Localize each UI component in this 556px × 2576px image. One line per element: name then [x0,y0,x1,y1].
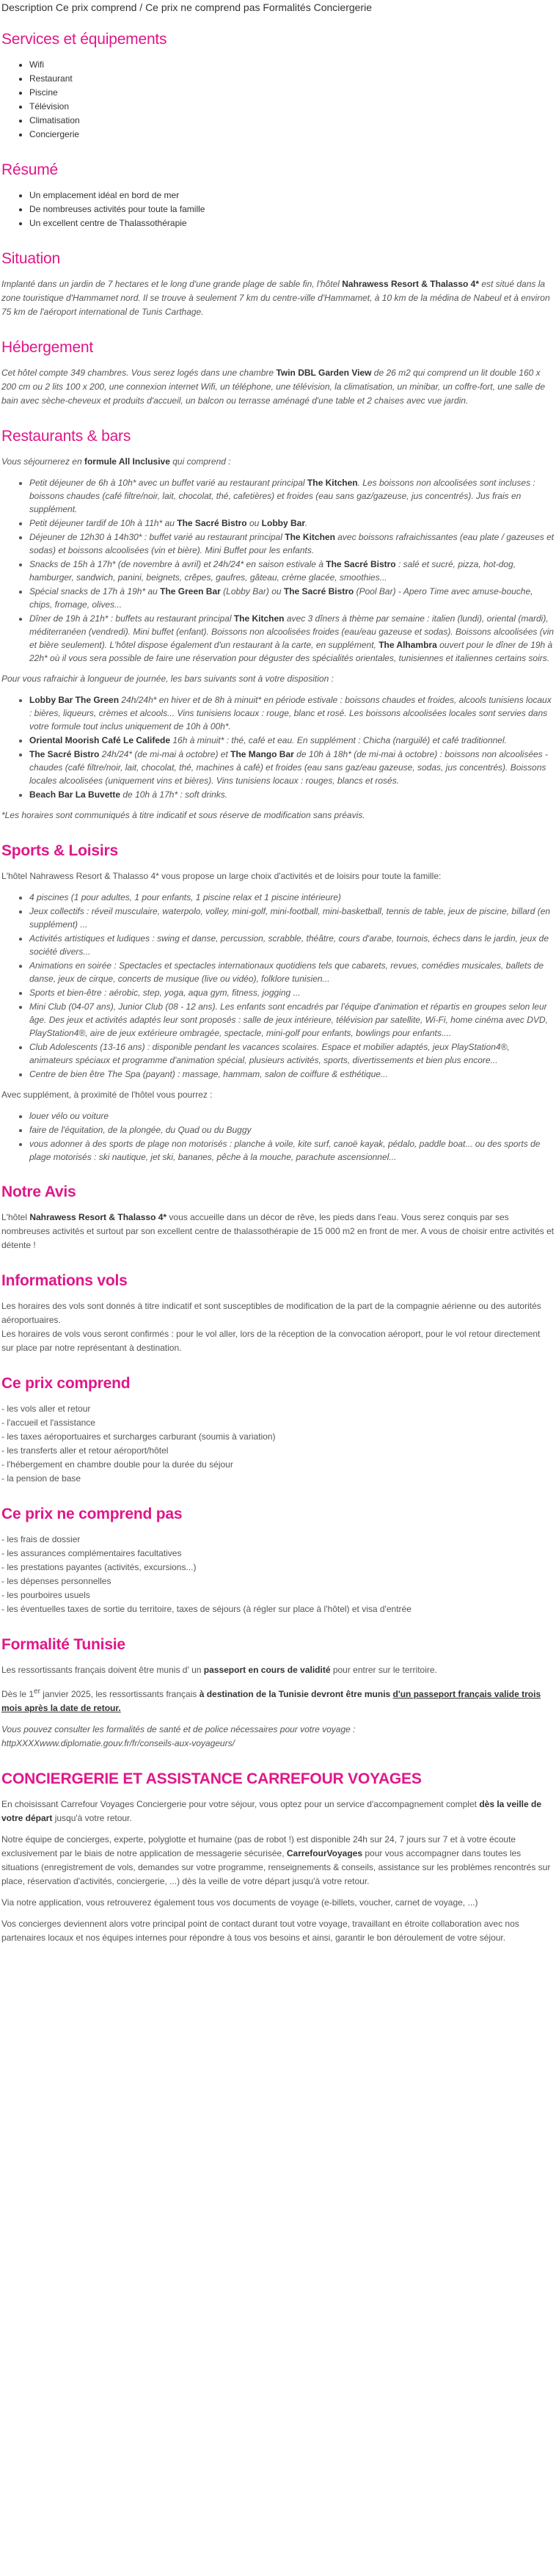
prix-ne-comprend-list [1,1533,555,1616]
conciergerie-text-1: En choisissant Carrefour Voyages Conciergerie pour votre séjour, vous optez pour un service d'accompagnement complet dès la veille de votre départ jusqu'à votre retour. [1,1799,542,1823]
sports-supplement-intro: Avec supplément, à proximité de l'hôtel vous pourrez : [1,1090,213,1100]
list-item: • De nombreuses activités pour toute la famille [29,202,555,216]
schedule-note: *Les horaires sont communiqués à titre indicatif et sous réserve de modification sans préavis. [1,810,365,820]
list-item: • Déjeuner de 12h30 à 14h30* : buffet varié au restaurant principal The Kitchen avec boissons rafraichissantes (eau plate / gazeuses et sodas) et boissons alcoolisées (vin et bière). Mini Buffet pour les enfants. [29,530,555,557]
bars-intro: Pour vous rafraichir à longueur de journée, les bars suivants sont à votre disposition : [1,674,334,684]
prix-comprend-list [1,1402,555,1486]
situation-text: Implanté dans un jardin de 7 hectares et le long d'une grande plage de sable fin, l'hôtel Nahrawess Resort & Thalasso 4* est situé dans la zone touristique d'Hammamet nord. Il se trouve à seulement 7 km du centre-ville d'Hammamet, à 10 km de la médina de Nabeul et à environ 75 km de l'aéroport international de Tunis Carthage. [1,279,550,317]
diplomatie-link[interactable]: httpXXXXwww.diplomatie.gouv.fr/fr/conseils-aux-voyageurs/ [1,1738,235,1748]
list-item: - les transferts aller et retour aéroport/hôtel [1,1444,555,1458]
list-item: • 4 piscines (1 pour adultes, 1 pour enfants, 1 piscine relax et 1 piscine intérieure) [29,891,555,904]
list-item: - l'accueil et l'assistance [1,1416,555,1430]
list-item: • Un emplacement idéal en bord de mer [29,189,555,202]
list-item: • Oriental Moorish Café Le Califede 16h à minuit* : thé, café et eau. En supplément : Chicha (narguilé) et café traditionnel. [29,734,555,747]
vols-title: Informations vols [1,1272,128,1289]
list-item: • louer vélo ou voiture [29,1109,555,1123]
hebergement-text: Cet hôtel compte 349 chambres. Vous serez logés dans une chambre Twin DBL Garden View de 26 m2 qui comprend un lit double 160 x 200 cm ou 2 lits 100 x 200, une connexion internet Wifi, un téléphone, une télévision, la climatisation, un minibar, un coffre-fort, une salle de bain avec sèche-cheveux et produits d'accueil, un balcon ou terrasse aménagé d'une table et 2 chaises avec vue jardin. [1,368,545,406]
list-item: - la pension de base [1,1472,555,1486]
list-item: • The Sacré Bistro 24h/24* (de mi-mai à octobre) et The Mango Bar de 10h à 18h* (de mi-mai à octobre) : boissons non alcoolisées - chaudes (café filtre/noir, lait, chocolat, thé, machines à café) et froides (eau sans gaz/eau gazeuse, sodas, jus concentrés). Boissons locales alcoolisées (uniquement vins et bières). Vins tunisiens locaux : rouges, blancs et rosés. [29,748,555,787]
list-item: - les prestations payantes (activités, excursions...) [1,1561,555,1575]
list-item: - les éventuelles taxes de sortie du territoire, taxes de séjours (à régler sur place à l'hôtel) et visa d'entrée [1,1602,555,1616]
services-list [1,58,555,142]
formalite-title: Formalité Tunisie [1,1636,125,1653]
list-item: - les frais de dossier [1,1533,555,1547]
list-item: • Mini Club (04-07 ans), Junior Club (08 - 12 ans). Les enfants sont encadrés par l'équipe d'animation et répartis en groupes selon leur âge. Des jeux et activités adaptés leur sont proposés : salle de jeux intérieure, télévision par satellite, Wi-Fi, home cinéma avec DVD, PlayStation4®, aire de jeux extérieure ombragée, spectacle, mini-golf pour enfants, bowlings pour enfants.... [29,1000,555,1040]
list-item: - les taxes aéroportuaires et surcharges carburant (soumis à variation) [1,1430,555,1444]
list-item: • Restaurant [29,72,555,86]
list-item: • Wifi [29,58,555,72]
list-item: • Club Adolescents (13-16 ans) : disponible pendant les vacances scolaires. Espace et mobilier adaptés, jeux PlayStation4®, animateurs spéciaux et programme d'animation spécial, plusieurs activités, sports, divertissements et bien plus encore... [29,1040,555,1067]
formalite-text-3: Vous pouvez consulter les formalités de santé et de police nécessaires pour votre voyage : [1,1724,356,1734]
list-item: • Piscine [29,86,555,100]
restaurants-list [1,476,555,665]
list-item: • Dîner de 19h à 21h* : buffets au restaurant principal The Kitchen avec 3 dîners à thème par semaine : italien (lundi), oriental (mardi), méditerranéen (vendredi). Mini buffet (enfant). Boissons non alcoolisées froides (eau/eau gazeuse et sodas). Boissons alcoolisées (vin et bière seulement). L'hôtel dispose également d'un restaurant à la carte, en supplément, The Alhambra ouvert pour le dîner de 19h à 22h* où il vous sera possible de faire une réservation pour déguster des spécialités orientales, tunisiennes et italiennes certains soirs. [29,612,555,665]
restaurants-title: Restaurants & bars [1,428,131,445]
list-item: - les vols aller et retour [1,1402,555,1416]
list-item: • Petit déjeuner tardif de 10h à 11h* au The Sacré Bistro ou Lobby Bar. [29,517,555,530]
list-item: • Snacks de 15h à 17h* (de novembre à avril) et 24h/24* en saison estivale à The Sacré Bistro : salé et sucré, pizza, hot-dog, hamburger, sandwich, panini, beignets, crêpes, gaufres, gâteau, crème glacée, smoothies... [29,558,555,584]
situation-title: Situation [1,250,60,267]
conciergerie-text-4: Vos concierges deviennent alors votre principal point de contact durant tout votre voyage, travaillant en étroite collaboration avec nos partenaires locaux et nos équipes internes pour répondre à tous vos besoins et ainsi, garantir le bon déroulement de votre séjour. [1,1919,519,1943]
resume-list [1,189,555,230]
conciergerie-text-3: Via notre application, vous retrouverez également tous vos documents de voyage (e-billets, voucher, carnet de voyage, ...) [1,1897,478,1908]
list-item: • Climatisation [29,114,555,128]
vols-text-2: Les horaires de vols vous seront confirmés : pour le vol aller, lors de la réception de la convocation aéroport, pour le vol retour directement sur place par notre représentant à destination. [1,1329,541,1353]
conciergerie-title: CONCIERGERIE ET ASSISTANCE CARREFOUR VOYAGES [1,1770,422,1787]
vols-text-1: Les horaires des vols sont donnés à titre indicatif et sont susceptibles de modification de la part de la compagnie aérienne ou des autorités aéroportuaires. [1,1301,541,1325]
list-item: • Jeux collectifs : réveil musculaire, waterpolo, volley, mini-golf, mini-football, mini-basketball, tennis de table, jeux de piscine, billard (en supplément) ... [29,905,555,931]
resume-title: Résumé [1,161,58,178]
list-item: - l'hébergement en chambre double pour la durée du séjour [1,1458,555,1472]
formalite-text-2: Dès le 1er janvier 2025, les ressortissants français à destination de la Tunisie devront être munis d'un passeport français valide trois mois après la date de retour. [1,1687,541,1713]
list-item: - les pourboires usuels [1,1588,555,1602]
bars-list [1,693,555,801]
list-item: • Lobby Bar The Green 24h/24h* en hiver et de 8h à minuit* en période estivale : boissons chaudes et froides, alcools tunisiens locaux : bières, liqueurs, crèmes et alcools... Vins tunisiens locaux : rouge, blanc et rosé. Les boissons alcoolisées locales sont servies dans votre formule tout inclus uniquement de 10h à 00h*. [29,693,555,733]
prix-comprend-title: Ce prix comprend [1,1375,131,1392]
sports-list [1,891,555,1081]
list-item: • Un excellent centre de Thalassothérapie [29,216,555,230]
list-item: - les dépenses personnelles [1,1575,555,1588]
formalite-text-1: Les ressortissants français doivent être munis d' un passeport en cours de validité pour entrer sur le territoire. [1,1665,437,1675]
list-item: • vous adonner à des sports de plage non motorisés : planche à voile, kite surf, canoë kayak, pédalo, paddle boat... ou des sports de plage motorisés : ski nautique, jet ski, bananes, pêche à la mouche, parachute ascensionnel... [29,1137,555,1164]
conciergerie-text-2: Notre équipe de concierges, experte, polyglotte et humaine (pas de robot !) est disponible 24h sur 24, 7 jours sur 7 et à votre écoute exclusivement par le biais de notre application de messagerie sécurisée, CarrefourVoyages pour vous accompagner dans toutes les situations (enregistrement de vols, demandes sur votre programme, renseignements & conseils, assistance sur les problèmes rencontrés sur place, réservation d'activités, conciergerie, ...) dès la veille de votre départ jusqu'à votre retour. [1,1834,551,1886]
list-item: • Centre de bien être The Spa (payant) : massage, hammam, salon de coiffure & esthétique... [29,1068,555,1081]
sports-intro: L'hôtel Nahrawess Resort & Thalasso 4* vous propose un large choix d'activités et de loisirs pour toute la famille: [1,871,442,881]
list-item: • Sports et bien-être : aérobic, step, yoga, aqua gym, fitness, jogging ... [29,986,555,999]
prix-ne-comprend-title: Ce prix ne comprend pas [1,1506,183,1522]
hebergement-title: Hébergement [1,339,94,356]
list-item: • Télévision [29,100,555,114]
services-title: Services et équipements [1,31,167,48]
avis-text: L'hôtel Nahrawess Resort & Thalasso 4* vous accueille dans un décor de rêve, les pieds dans l'eau. Vous serez conquis par ses nombreuses activités et surtout par son excellent centre de thalassothérapie de 15 000 m2 en front de mer. A vous de choisir entre activités et détente ! [1,1212,555,1250]
list-item: • Activités artistiques et ludiques : swing et danse, percussion, scrabble, théâtre, cours d'arabe, tournois, échecs dans le jardin, jeux de société divers... [29,932,555,958]
list-item: - les assurances complémentaires facultatives [1,1547,555,1561]
list-item: • Beach Bar La Buvette de 10h à 17h* : soft drinks. [29,788,555,801]
list-item: • Spécial snacks de 17h à 19h* au The Green Bar (Lobby Bar) ou The Sacré Bistro (Pool Bar) - Apero Time avec amuse-bouche, chips, fromage, olives... [29,585,555,611]
list-item: • Conciergerie [29,128,555,142]
sports-title: Sports & Loisirs [1,842,118,859]
restaurants-intro: Vous séjournerez en formule All Inclusive qui comprend : [1,456,231,467]
list-item: • faire de l'équitation, de la plongée, du Quad ou du Buggy [29,1123,555,1136]
tabs-description-line: Description Ce prix comprend / Ce prix ne comprend pas Formalités Conciergerie [1,1,372,13]
list-item: • Animations en soirée : Spectacles et spectacles internationaux quotidiens tels que cabarets, revues, comédies musicales, ballets de danse, jeux de cirque, concerts de musique (live ou vidéo), folklore tunisien... [29,959,555,985]
list-item: • Petit déjeuner de 6h à 10h* avec un buffet varié au restaurant principal The Kitchen. Les boissons non alcoolisées sont incluses : boissons chaudes (café filtre/noir, lait, chocolat, thé, cafetières) et froides (eau sans gaz/gazeuse, jus concentrés). Jus frais en supplément. [29,476,555,516]
avis-title: Notre Avis [1,1183,76,1200]
sports-supplement-list [1,1109,555,1164]
